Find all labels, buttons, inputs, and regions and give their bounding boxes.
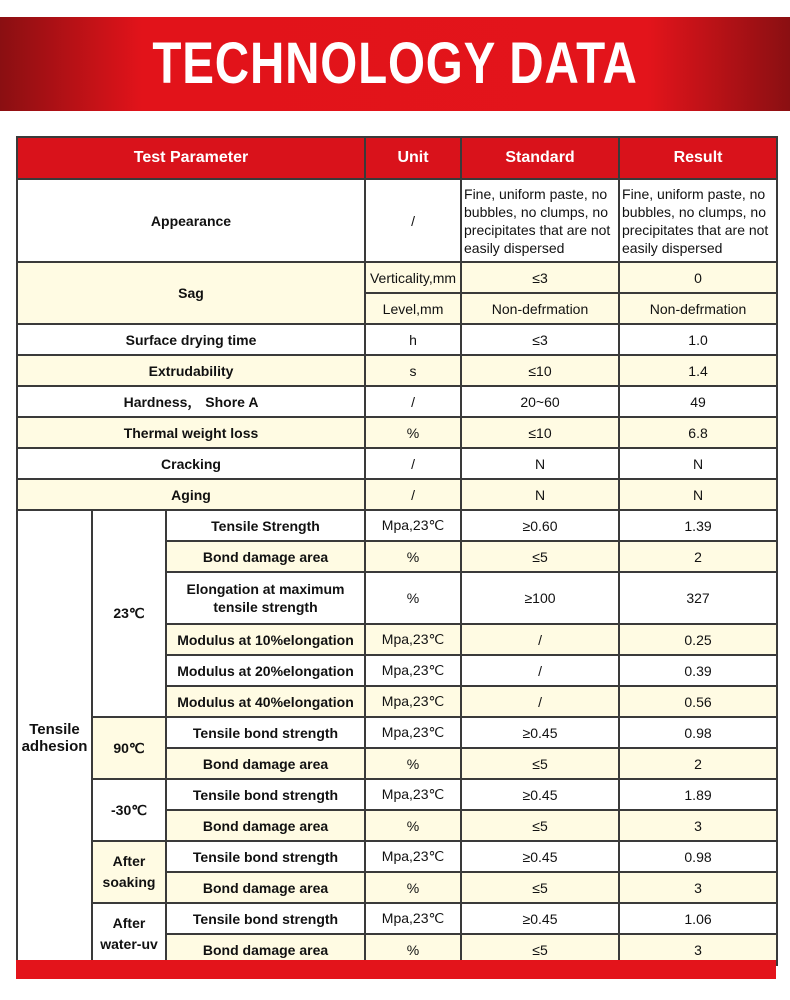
param-cell: Tensile bond strength	[166, 903, 365, 934]
table-row	[17, 903, 777, 934]
standard-cell: ≥0.45	[461, 841, 619, 872]
standard-cell: ≥100	[461, 572, 619, 624]
table-row	[17, 841, 777, 872]
table-row	[17, 417, 777, 448]
standard-cell: 20~60	[461, 386, 619, 417]
technology-data-table	[16, 136, 778, 966]
table-row	[17, 510, 777, 541]
table-header-row	[17, 137, 777, 179]
standard-cell: ≤5	[461, 748, 619, 779]
unit-cell: Mpa,23℃	[365, 717, 461, 748]
unit-cell: Mpa,23℃	[365, 655, 461, 686]
group-label-after-water-uv: After water-uv	[92, 903, 166, 965]
result-cell: 3	[619, 872, 777, 903]
unit-cell: /	[365, 448, 461, 479]
header-unit: Unit	[365, 137, 461, 179]
table-row	[17, 479, 777, 510]
param-cell: Modulus at 10%elongation	[166, 624, 365, 655]
unit-cell: /	[365, 386, 461, 417]
standard-cell: ≤5	[461, 541, 619, 572]
table-row	[17, 779, 777, 810]
unit-cell: Mpa,23℃	[365, 686, 461, 717]
table-row	[17, 717, 777, 748]
param-cell: Tensile bond strength	[166, 779, 365, 810]
result-cell: 49	[619, 386, 777, 417]
page-title: TECHNOLOGY DATA	[152, 31, 638, 96]
unit-cell: %	[365, 541, 461, 572]
standard-cell: /	[461, 686, 619, 717]
result-cell: 2	[619, 541, 777, 572]
param-cell: Surface drying time	[17, 324, 365, 355]
unit-cell: %	[365, 572, 461, 624]
unit-cell: Mpa,23℃	[365, 903, 461, 934]
param-cell: Elongation at maximum tensile strength	[166, 572, 365, 624]
result-cell: 3	[619, 810, 777, 841]
result-cell: 1.89	[619, 779, 777, 810]
unit-cell: %	[365, 417, 461, 448]
unit-cell: /	[365, 479, 461, 510]
standard-cell: ≤5	[461, 872, 619, 903]
param-cell: Modulus at 20%elongation	[166, 655, 365, 686]
standard-cell: ≥0.60	[461, 510, 619, 541]
standard-cell: /	[461, 655, 619, 686]
tensile-adhesion-label: Tensile adhesion	[17, 510, 92, 965]
unit-cell: Mpa,23℃	[365, 779, 461, 810]
unit-cell: %	[365, 872, 461, 903]
standard-cell: N	[461, 448, 619, 479]
result-cell: 0.98	[619, 717, 777, 748]
standard-cell: ≤5	[461, 810, 619, 841]
standard-cell: ≥0.45	[461, 717, 619, 748]
param-cell: Tensile Strength	[166, 510, 365, 541]
standard-cell: Non-defrmation	[461, 293, 619, 324]
header-standard: Standard	[461, 137, 619, 179]
standard-cell: ≤10	[461, 417, 619, 448]
param-cell: Bond damage area	[166, 934, 365, 965]
unit-cell: /	[365, 179, 461, 262]
unit-cell: Level,mm	[365, 293, 461, 324]
standard-cell: ≤3	[461, 324, 619, 355]
result-cell: 0.25	[619, 624, 777, 655]
standard-cell: ≥0.45	[461, 903, 619, 934]
param-cell: Extrudability	[17, 355, 365, 386]
unit-cell: Mpa,23℃	[365, 510, 461, 541]
result-cell: 2	[619, 748, 777, 779]
param-cell: Bond damage area	[166, 872, 365, 903]
standard-cell: ≤10	[461, 355, 619, 386]
table-row	[17, 262, 777, 293]
unit-cell: s	[365, 355, 461, 386]
table-row	[17, 355, 777, 386]
unit-cell: %	[365, 810, 461, 841]
result-cell: 0	[619, 262, 777, 293]
param-cell: Thermal weight loss	[17, 417, 365, 448]
result-cell: 3	[619, 934, 777, 965]
result-cell: 0.98	[619, 841, 777, 872]
result-cell: 1.39	[619, 510, 777, 541]
unit-cell: Mpa,23℃	[365, 841, 461, 872]
unit-cell: Verticality,mm	[365, 262, 461, 293]
standard-cell: ≤5	[461, 934, 619, 965]
param-cell: Bond damage area	[166, 810, 365, 841]
result-cell: 0.39	[619, 655, 777, 686]
standard-cell: ≤3	[461, 262, 619, 293]
unit-cell: %	[365, 748, 461, 779]
result-cell: Non-defrmation	[619, 293, 777, 324]
table-row	[17, 386, 777, 417]
table-row	[17, 324, 777, 355]
result-cell: 1.06	[619, 903, 777, 934]
footer-bar	[16, 960, 776, 979]
result-cell: 6.8	[619, 417, 777, 448]
unit-cell: Mpa,23℃	[365, 624, 461, 655]
group-label-after-soaking: After soaking	[92, 841, 166, 903]
table-row	[17, 448, 777, 479]
table-row	[17, 179, 777, 262]
group-label-23c: 23℃	[92, 510, 166, 717]
param-cell: Tensile bond strength	[166, 841, 365, 872]
param-cell: Tensile bond strength	[166, 717, 365, 748]
group-label-90c: 90℃	[92, 717, 166, 779]
group-label-minus30c: -30℃	[92, 779, 166, 841]
param-cell: Cracking	[17, 448, 365, 479]
param-cell: Modulus at 40%elongation	[166, 686, 365, 717]
result-cell: Fine, uniform paste, no bubbles, no clumps, no precipitates that are not easily dispersed	[619, 179, 777, 262]
result-cell: N	[619, 448, 777, 479]
param-cell: Bond damage area	[166, 541, 365, 572]
result-cell: N	[619, 479, 777, 510]
result-cell: 0.56	[619, 686, 777, 717]
param-cell: Bond damage area	[166, 748, 365, 779]
unit-cell: h	[365, 324, 461, 355]
standard-cell: N	[461, 479, 619, 510]
header-banner	[0, 17, 790, 111]
header-test-parameter: Test Parameter	[17, 137, 365, 179]
unit-cell: %	[365, 934, 461, 965]
result-cell: 1.0	[619, 324, 777, 355]
header-result: Result	[619, 137, 777, 179]
standard-cell: Fine, uniform paste, no bubbles, no clumps, no precipitates that are not easily dispersed	[461, 179, 619, 262]
param-cell: Hardness， Shore A	[17, 386, 365, 417]
param-cell: Sag	[17, 262, 365, 324]
result-cell: 327	[619, 572, 777, 624]
standard-cell: ≥0.45	[461, 779, 619, 810]
param-cell: Appearance	[17, 179, 365, 262]
param-cell: Aging	[17, 479, 365, 510]
standard-cell: /	[461, 624, 619, 655]
result-cell: 1.4	[619, 355, 777, 386]
